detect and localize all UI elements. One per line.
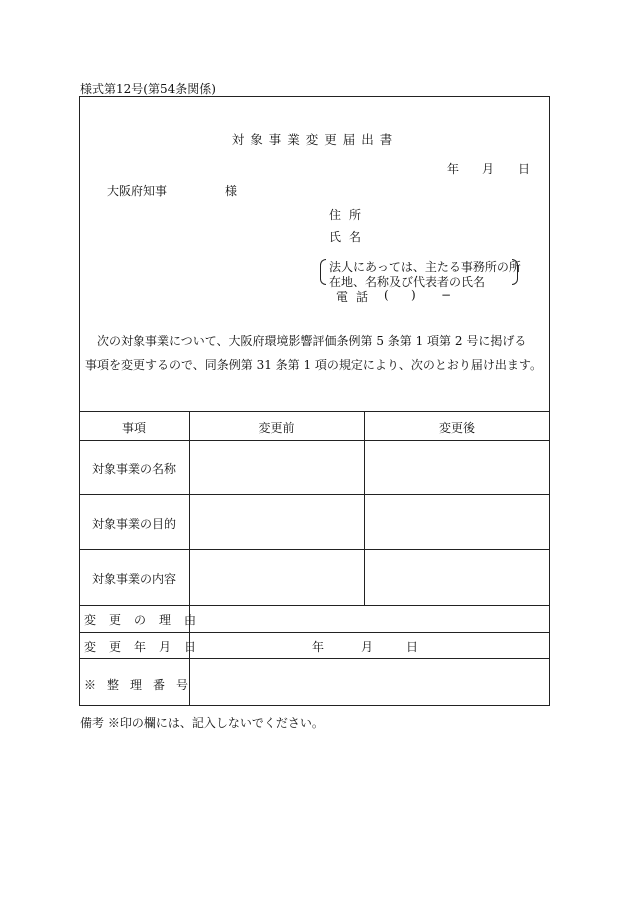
body-text-line-2: 事項を変更するので、同条例第 31 条第 1 項の規定により、次のとおり届け出ます。 <box>85 358 542 372</box>
table-row-divider <box>79 494 550 495</box>
date-month-label: 月 <box>482 162 495 176</box>
change-date-day: 日 <box>406 640 419 654</box>
name-label: 氏名 <box>329 230 370 244</box>
form-title: 対象事業変更届出書 <box>231 132 399 147</box>
remarks-note: 備考 ※印の欄には、記入しないでください。 <box>80 716 324 730</box>
row-label-project-name: 対象事業の名称 <box>91 462 176 476</box>
phone-dash: − <box>441 288 452 302</box>
form-code: 様式第12号(第54条関係) <box>80 82 216 96</box>
table-header-divider <box>79 440 550 441</box>
corp-note-line-1: 法人にあっては、主たる事務所の所 <box>329 260 521 274</box>
table-row-divider <box>79 549 550 550</box>
phone-paren-open: ( <box>384 288 389 302</box>
corp-note-bracket-left <box>320 259 326 285</box>
table-column-divider <box>364 411 365 605</box>
body-text-line-1: 次の対象事業について、大阪府環境影響評価条例第 5 条第 1 項第 2 号に掲げる <box>97 334 527 348</box>
table-top-border <box>79 411 550 412</box>
row-label-reference-number: ※整理番号 <box>84 678 200 692</box>
table-row-divider <box>79 605 550 606</box>
table-column-divider <box>189 411 190 706</box>
row-label-project-purpose: 対象事業の目的 <box>91 517 176 531</box>
address-label: 住所 <box>329 208 370 222</box>
row-label-project-content: 対象事業の内容 <box>91 572 176 586</box>
phone-paren-close: ) <box>411 288 416 302</box>
row-label-reason: 変更の理由 <box>84 613 210 627</box>
row-label-change-date: 変更年月日 <box>84 640 210 654</box>
table-row-divider <box>79 658 550 659</box>
header-after: 変更後 <box>438 421 475 435</box>
date-year-label: 年 <box>447 162 460 176</box>
header-before: 変更前 <box>258 421 295 435</box>
date-day-label: 日 <box>518 162 531 176</box>
phone-label: 電話 <box>336 290 377 304</box>
change-date-year: 年 <box>312 640 325 654</box>
addressee-name: 大阪府知事 <box>107 184 168 198</box>
table-row-divider <box>79 632 550 633</box>
corp-note-bracket-right <box>512 259 518 285</box>
header-item: 事項 <box>121 421 146 435</box>
change-date-month: 月 <box>361 640 374 654</box>
addressee-honorific: 様 <box>225 184 238 198</box>
corp-note-line-2: 在地、名称及び代表者の氏名 <box>329 275 486 289</box>
